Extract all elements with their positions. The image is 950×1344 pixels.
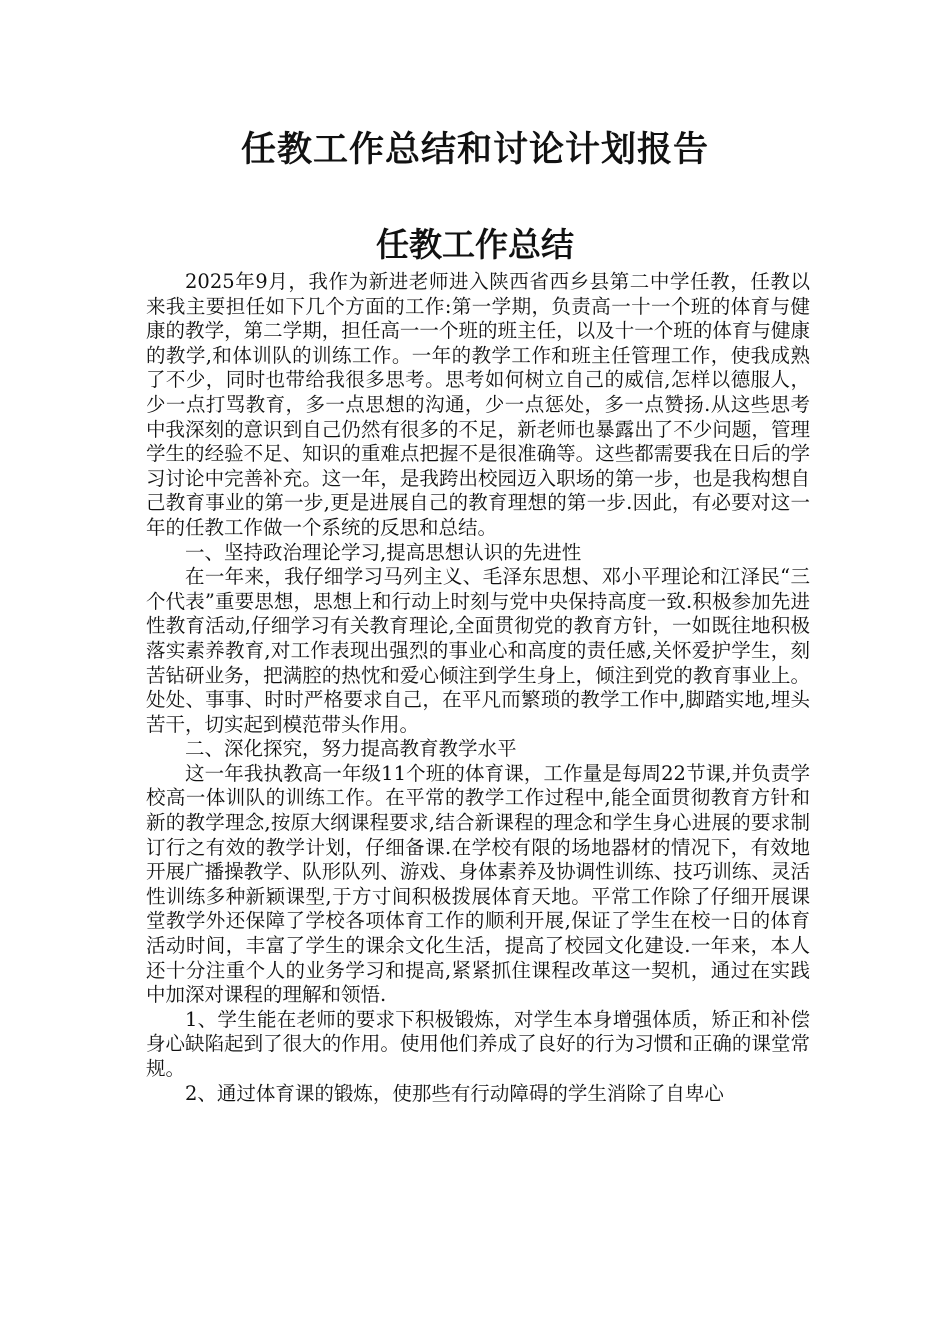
intro-paragraph: 2025年9月，我作为新进老师进入陕西省西乡县第二中学任教，任教以来我主要担任如下几个方面的工作:第一学期，负责高一十一个班的体育与健康的教学，第二学期，担任高一一个班的班主任，以及十一个班的体育与健康的教学,和体训队的训练工作。一年的教学工作和班主任管理工作，使我成熟了不少，同时也带给我很多思考。思考如何树立自己的威信,怎样以德服人，少一点打骂教育，多一点思想的沟通，少一点惩处，多一点赞扬.从这些思考中我深刻的意识到自己仍然有很多的不足，新老师也暴露出了不少问题，管理学生的经验不足、知识的重难点把握不是很准确等。这些都需要我在日后的学习讨论中完善补充。这一年，是我跨出校园迈入职场的第一步，也是我构想自己教育事业的第一步,更是进展自己的教育理想的第一步.因此，有必要对这一年的任教工作做一个系统的反思和总结。	[146, 270, 810, 539]
list-item-1: 1、学生能在老师的要求下积极锻炼，对学生本身增强体质，矫正和补偿身心缺陷起到了很大的作用。使用他们养成了良好的行为习惯和正确的课堂常规。	[146, 1007, 810, 1080]
section-title: 任教工作总结	[376, 225, 574, 264]
document-title: 任教工作总结和讨论计划报告	[240, 130, 709, 170]
heading-one: 一、坚持政治理论学习,提高思想认识的先进性	[185, 540, 582, 564]
body-text	[146, 270, 810, 1106]
paragraph-teaching: 这一年我执教高一年级11个班的体育课，工作量是每周22节课,并负责学校高一体训队的训练工作。在平常的教学工作过程中,能全面贯彻教育方针和新的教学理念,按原大纲课程要求,结合新课程的理念和学生身心进展的要求制订行之有效的教学计划，仔细备课.在学校有限的场地器材的情况下，有效地开展广播操教学、队形队列、游戏、身体素养及协调性训练、技巧训练、灵活性训练多种新颖课型,于方寸间积极拨展体育天地。平常工作除了仔细开展课堂教学外还保障了学校各项体育工作的顺利开展,保证了学生在校一日的体育活动时间，丰富了学生的课余文化生活，提高了校园文化建设.一年来，本人还十分注重个人的业务学习和提高,紧紧抓住课程改革这一契机，通过在实践中加深对课程的理解和领悟.	[146, 761, 810, 1007]
heading-two: 二、深化探究，努力提高教育教学水平	[185, 737, 517, 761]
paragraph-political-study: 在一年来，我仔细学习马列主义、毛泽东思想、邓小平理论和江泽民“三个代表”重要思想，思想上和行动上时刻与党中央保持高度一致.积极参加先进性教育活动,仔细学习有关教育理论,全面贯彻党的教育方针，一如既往地积极落实素养教育,对工作表现出强烈的事业心和高度的责任感,关怀爱护学生，刻苦钻研业务，把满腔的热忱和爱心倾注到学生身上，倾注到党的教育事业上。处处、事事、时时严格要求自己，在平凡而繁琐的教学工作中,脚踏实地,埋头苦干，切实起到模范带头作用。	[146, 565, 810, 736]
list-item-2: 2、通过体育课的锻炼，使那些有行动障碍的学生消除了自卑心	[185, 1081, 724, 1105]
